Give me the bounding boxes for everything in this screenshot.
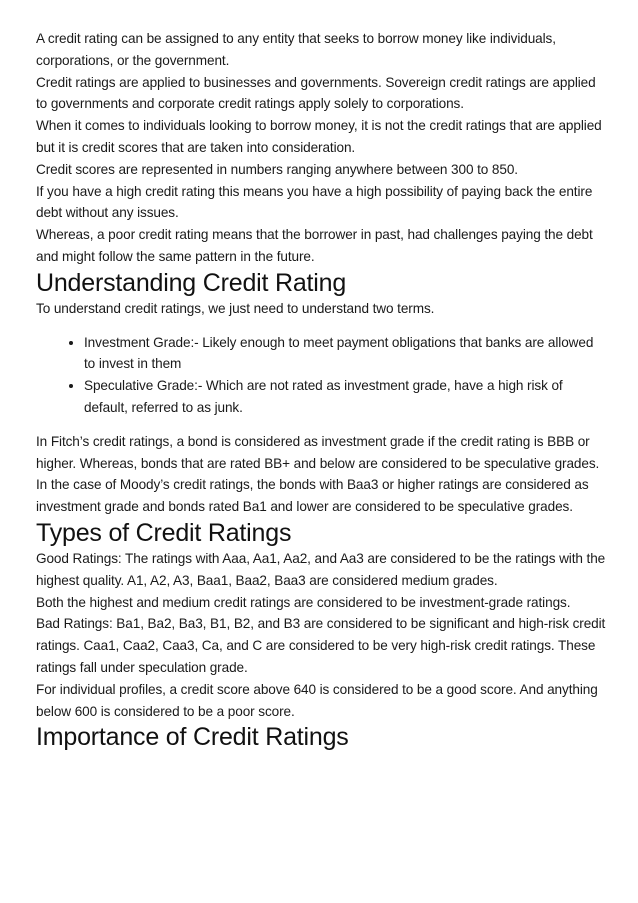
document-page: [36, 28, 608, 752]
individual-score-paragraph: For individual profiles, a credit score above 640 is considered to be a good score. And anything below 600 is considered to be a poor score.: [36, 681, 598, 719]
bad-ratings-paragraph: Bad Ratings: Ba1, Ba2, Ba3, B1, B2, and B3 are considered to be significant and high-risk credit ratings. Caa1, Caa2, Caa3, Ca, and C are considered to be very high-risk credit ratings. These ratings fall under speculation grade.: [36, 616, 606, 675]
fitch-paragraph: In Fitch’s credit ratings, a bond is considered as investment grade if the credit rating is BBB or higher. Whereas, bonds that are rated BB+ and below are considered to be speculative grades.: [36, 433, 600, 471]
bullet-investment-grade: • Investment Grade:- Likely enough to meet payment obligations that banks are allowed to invest in them: [84, 332, 608, 376]
intro-paragraph: Whereas, a poor credit rating means that the borrower in past, had challenges paying the debt and might follow the same pattern in the future.: [36, 227, 593, 264]
heading-importance-of-credit-ratings: Importance of Credit Ratings: [36, 723, 349, 752]
bullet-speculative-grade: • Speculative Grade:- Which are not rated as investment grade, have a high risk of default, referred to as junk.: [84, 375, 608, 419]
heading-understanding-credit-rating: Understanding Credit Rating: [36, 268, 347, 297]
investment-grade-paragraph: Both the highest and medium credit ratings are considered to be investment-grade ratings.: [36, 594, 571, 610]
understanding-lead: To understand credit ratings, we just need to understand two terms.: [36, 300, 435, 316]
understanding-section: [36, 298, 608, 518]
intro-paragraph: Credit scores are represented in numbers ranging anywhere between 300 to 850.: [36, 161, 518, 177]
intro-paragraph: Credit ratings are applied to businesses and governments. Sovereign credit ratings are applied to governments and corporate credit ratings apply solely to corporations.: [36, 74, 596, 112]
intro-paragraph: A credit rating can be assigned to any entity that seeks to borrow money like individuals, corporations, or the government.: [36, 31, 556, 68]
types-section: [36, 548, 608, 722]
intro-paragraph: If you have a high credit rating this means you have a high possibility of paying back the entire debt without any issues.: [36, 183, 593, 221]
intro-section: [36, 28, 608, 268]
good-ratings-paragraph: Good Ratings: The ratings with Aaa, Aa1, Aa2, and Aa3 are considered to be the ratings with the highest quality. A1, A2, A3, Baa1, Baa2, Baa3 are considered medium grades.: [36, 550, 606, 588]
moodys-paragraph: In the case of Moody’s credit ratings, the bonds with Baa3 or higher ratings are considered as investment grade and bonds rated Ba1 and lower are considered to be speculative grades.: [36, 477, 589, 515]
grade-bullet-list: [36, 332, 608, 419]
heading-types-of-credit-ratings: Types of Credit Ratings: [36, 518, 292, 547]
intro-paragraph: When it comes to individuals looking to borrow money, it is not the credit ratings that are applied but it is credit scores that are taken into consideration.: [36, 118, 602, 155]
